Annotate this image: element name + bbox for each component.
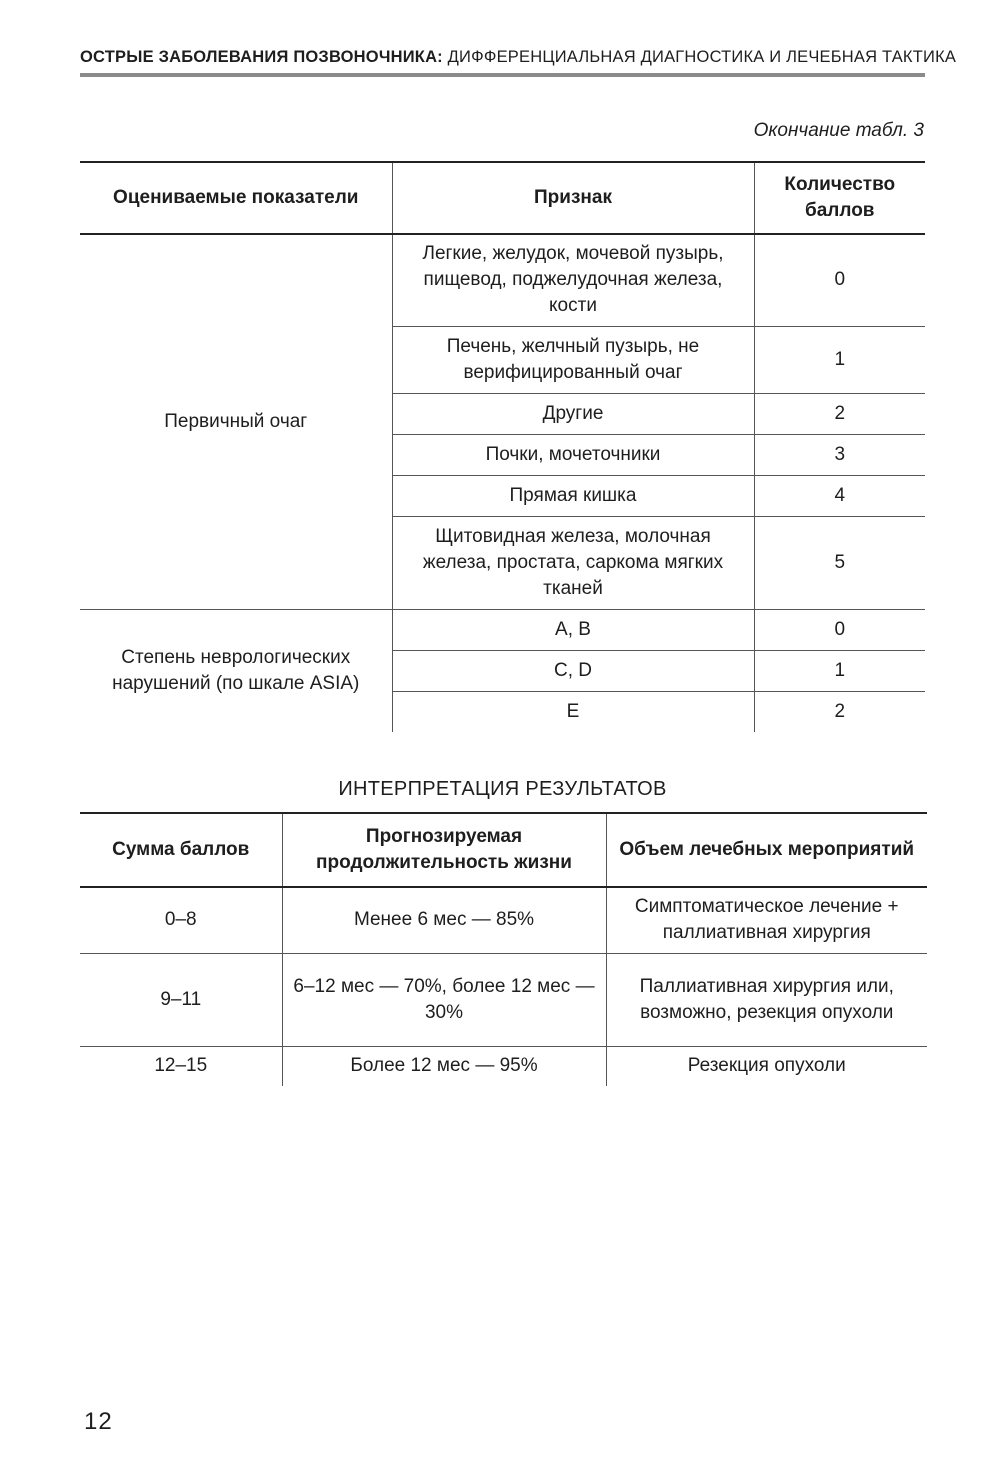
- col-header-sum: Сумма баллов: [80, 813, 282, 887]
- table-header-row: [80, 813, 927, 887]
- points-cell: 3: [754, 434, 925, 475]
- group-primary-focus: Первичный очаг: [80, 234, 392, 609]
- table-row: [80, 953, 927, 1046]
- sign-cell: C, D: [392, 650, 754, 691]
- table-row: [80, 887, 927, 953]
- sum-cell: 12–15: [154, 1055, 208, 1077]
- sign-cell: Почки, мочеточники: [392, 434, 754, 475]
- sign-cell: E: [392, 691, 754, 732]
- sign-cell: Прямая кишка: [392, 475, 754, 516]
- page-number: 12: [84, 1408, 113, 1435]
- col-header-life-expectancy: Прогнозируемая продолжительность жизни: [282, 813, 606, 887]
- section-title: ИНТЕРПРЕТАЦИЯ РЕЗУЛЬТАТОВ: [338, 778, 667, 800]
- points-cell: 5: [754, 516, 925, 609]
- header-rule: [80, 73, 925, 77]
- interpretation-table: [80, 812, 927, 1086]
- sign-cell: Щитовидная железа, молочная железа, простата, саркома мягких тканей: [392, 516, 754, 609]
- treatment-cell: Резекция опухоли: [606, 1046, 927, 1086]
- sign-cell: Другие: [392, 393, 754, 434]
- sum-cell: 0–8: [80, 887, 282, 953]
- scoring-table: [80, 161, 925, 732]
- running-header-bold: ОСТРЫЕ ЗАБОЛЕВАНИЯ ПОЗВОНОЧНИКА:: [80, 48, 443, 66]
- table-continuation-label: Окончание табл. 3: [753, 120, 924, 141]
- treatment-cell: Паллиативная хирургия или, возможно, резекция опухоли: [606, 953, 927, 1046]
- sign-cell: A, B: [392, 609, 754, 650]
- running-header: [80, 48, 957, 67]
- table-row: [80, 234, 925, 326]
- col-header-treatment: Объем лечебных мероприятий: [606, 813, 927, 887]
- points-cell: 0: [754, 234, 925, 326]
- col-header-indicators: Оцениваемые показатели: [80, 162, 392, 234]
- points-cell: 2: [754, 691, 925, 732]
- points-cell: 2: [754, 393, 925, 434]
- group-neuro-deficit: Степень неврологических нарушений (по шкале ASIA): [112, 646, 360, 694]
- running-header-regular: ДИФФЕРЕНЦИАЛЬНАЯ ДИАГНОСТИКА И ЛЕЧЕБНАЯ ТАКТИКА: [442, 48, 957, 66]
- table-row: [80, 609, 925, 650]
- life-cell: Более 12 мес — 95%: [282, 1046, 606, 1086]
- points-cell: 1: [754, 326, 925, 393]
- points-cell: 1: [754, 650, 925, 691]
- col-header-points: Количество баллов: [754, 162, 925, 234]
- table-row: [80, 1046, 927, 1086]
- sign-cell: Печень, желчный пузырь, не верифицированный очаг: [392, 326, 754, 393]
- sum-cell: 9–11: [80, 953, 282, 1046]
- sign-cell: Легкие, желудок, мочевой пузырь, пищевод, поджелудочная железа, кости: [392, 234, 754, 326]
- life-cell: Менее 6 мес — 85%: [282, 887, 606, 953]
- life-cell: 6–12 мес — 70%, более 12 мес — 30%: [282, 953, 606, 1046]
- table-header-row: [80, 162, 925, 234]
- points-cell: 4: [754, 475, 925, 516]
- col-header-sign: Признак: [392, 162, 754, 234]
- treatment-cell: Симптоматическое лечение + паллиативная хирургия: [606, 887, 927, 953]
- points-cell: 0: [754, 609, 925, 650]
